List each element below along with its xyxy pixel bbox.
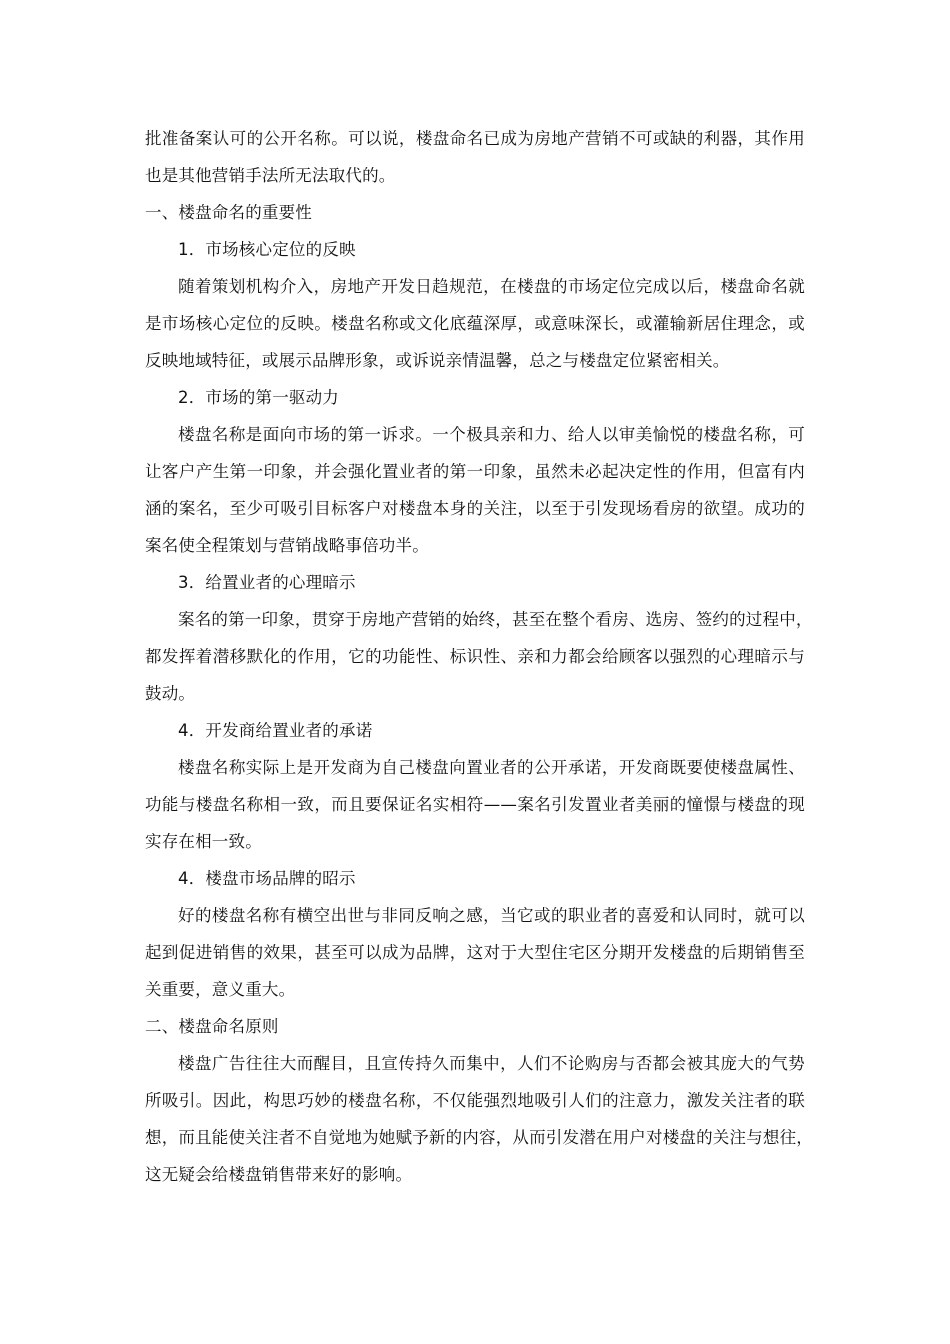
section-heading: 二、楼盘命名原则 bbox=[145, 1017, 279, 1036]
paragraph-last-line: 鼓动。 bbox=[145, 684, 196, 703]
paragraph-first-line: 楼盘名称是面向市场的第一诉求。一个极具亲和力、给人以审美愉悦的楼盘名称，可 bbox=[178, 425, 805, 444]
section-heading: 一、楼盘命名的重要性 bbox=[145, 203, 312, 222]
paragraph-line: 批准备案认可的公开名称。可以说，楼盘命名已成为房地产营销不可或缺的利器，其作用 bbox=[145, 129, 805, 148]
subsection-heading: 3．给置业者的心理暗示 bbox=[178, 573, 356, 592]
paragraph-first-line: 案名的第一印象，贯穿于房地产营销的始终，甚至在整个看房、选房、签约的过程中， bbox=[178, 610, 813, 629]
paragraph-line: 涵的案名，至少可吸引目标客户对楼盘本身的关注，以至于引发现场看房的欲望。成功的 bbox=[145, 499, 805, 518]
paragraph-first-line: 随着策划机构介入，房地产开发日趋规范，在楼盘的市场定位完成以后，楼盘命名就 bbox=[178, 277, 805, 296]
paragraph-line: 让客户产生第一印象，并会强化置业者的第一印象，虽然未必起决定性的作用，但富有内 bbox=[145, 462, 805, 481]
paragraph-first-line: 楼盘名称实际上是开发商为自己楼盘向置业者的公开承诺，开发商既要使楼盘属性、 bbox=[178, 758, 805, 777]
paragraph-last-line: 也是其他营销手法所无法取代的。 bbox=[145, 166, 396, 185]
paragraph-line: 功能与楼盘名称相一致，而且要保证名实相符——案名引发置业者美丽的憧憬与楼盘的现 bbox=[145, 795, 805, 814]
paragraph-last-line: 这无疑会给楼盘销售带来好的影响。 bbox=[145, 1165, 413, 1184]
paragraph-last-line: 关重要，意义重大。 bbox=[145, 980, 296, 999]
subsection-heading: 4．开发商给置业者的承诺 bbox=[178, 721, 373, 740]
subsection-heading: 4．楼盘市场品牌的昭示 bbox=[178, 869, 356, 888]
subsection-heading: 1．市场核心定位的反映 bbox=[178, 240, 356, 259]
subsection-heading: 2．市场的第一驱动力 bbox=[178, 388, 339, 407]
paragraph-line: 都发挥着潜移默化的作用，它的功能性、标识性、亲和力都会给顾客以强烈的心理暗示与 bbox=[145, 647, 805, 666]
paragraph-line: 所吸引。因此，构思巧妙的楼盘名称，不仅能强烈地吸引人们的注意力，激发关注者的联 bbox=[145, 1091, 805, 1110]
paragraph-last-line: 案名使全程策划与营销战略事倍功半。 bbox=[145, 536, 429, 555]
paragraph-line: 是市场核心定位的反映。楼盘名称或文化底蕴深厚，或意味深长，或灌输新居住理念，或 bbox=[145, 314, 805, 333]
paragraph-first-line: 好的楼盘名称有横空出世与非同反响之感，当它或的职业者的喜爱和认同时，就可以 bbox=[178, 906, 805, 925]
document-page bbox=[145, 120, 813, 1193]
paragraph-first-line: 楼盘广告往往大而醒目，且宣传持久而集中，人们不论购房与否都会被其庞大的气势 bbox=[178, 1054, 805, 1073]
paragraph-last-line: 实存在相一致。 bbox=[145, 832, 262, 851]
paragraph-line: 想，而且能使关注者不自觉地为她赋予新的内容，从而引发潜在用户对楼盘的关注与想往， bbox=[145, 1128, 813, 1147]
paragraph-line: 起到促进销售的效果，甚至可以成为品牌，这对于大型住宅区分期开发楼盘的后期销售至 bbox=[145, 943, 805, 962]
paragraph-last-line: 反映地域特征，或展示品牌形象，或诉说亲情温馨，总之与楼盘定位紧密相关。 bbox=[145, 351, 730, 370]
